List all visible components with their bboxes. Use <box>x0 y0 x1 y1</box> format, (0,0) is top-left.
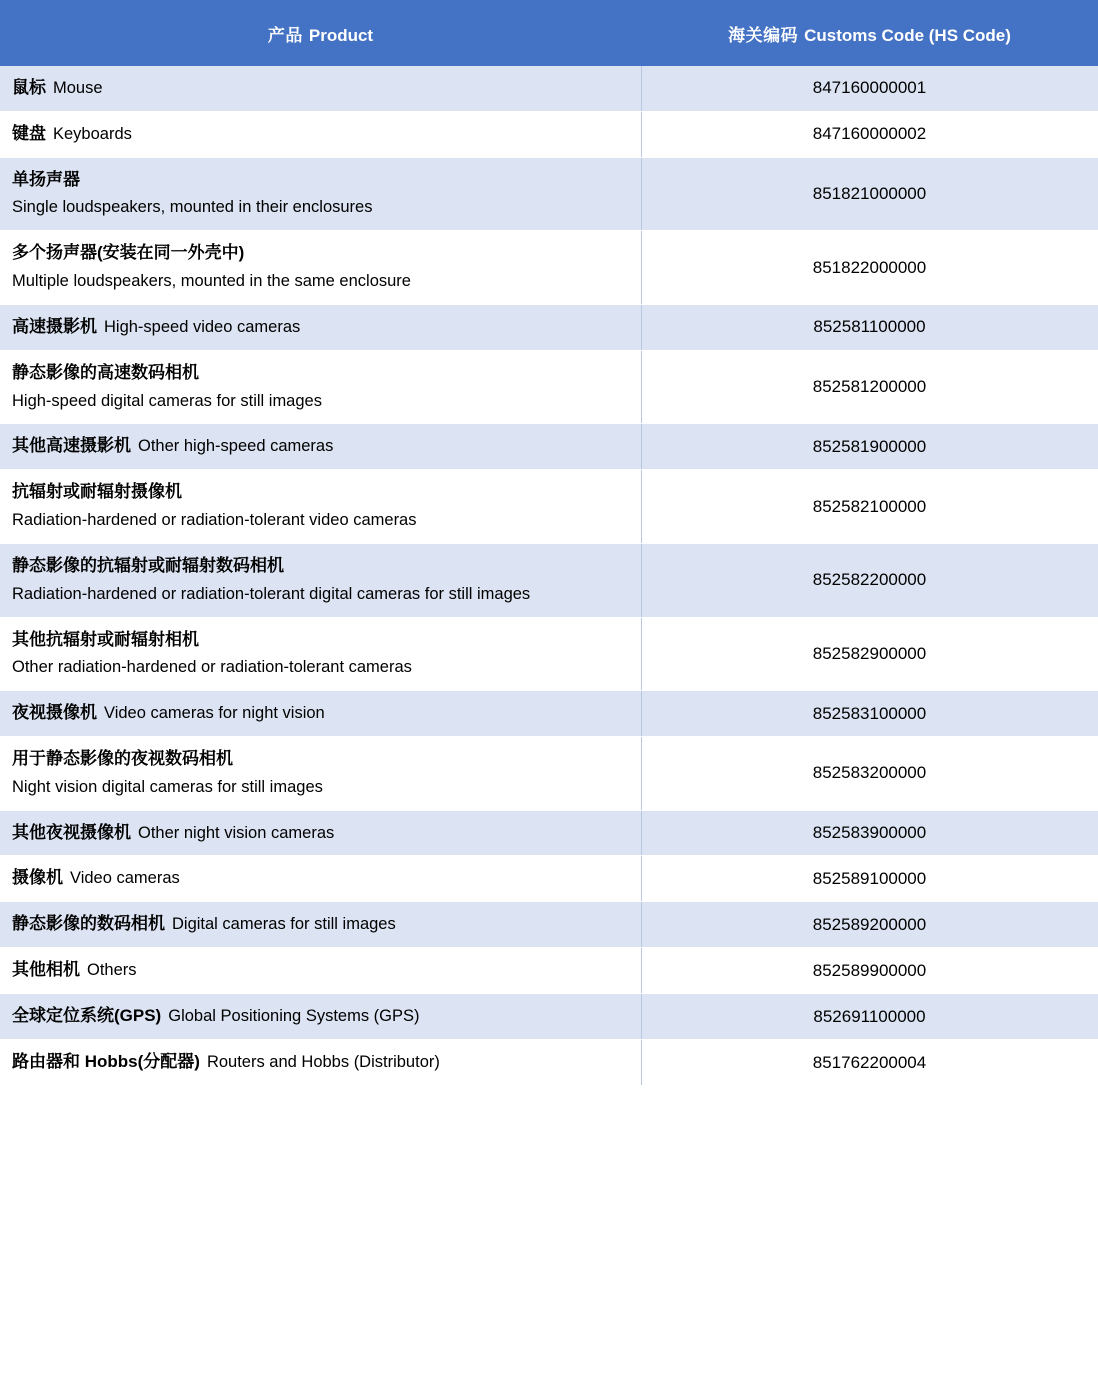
product-name-cn: 鼠标 <box>12 78 46 97</box>
table-row <box>0 810 1098 856</box>
table-row <box>0 948 1098 994</box>
product-name-cn: 高速摄影机 <box>12 316 97 336</box>
cell-customs-code: 847160000001 <box>641 66 1098 111</box>
product-name-cn: 键盘 <box>12 123 46 143</box>
table-row <box>0 902 1098 948</box>
table-row <box>0 856 1098 902</box>
product-name-cn: 静态影像的数码相机 <box>12 914 165 934</box>
table-row <box>0 66 1098 111</box>
column-header-product <box>0 0 641 66</box>
product-name-en: Others <box>87 961 137 980</box>
cell-customs-code: 852589900000 <box>641 948 1098 994</box>
cell-product <box>0 543 641 617</box>
cell-product <box>0 617 641 691</box>
product-name-en: Video cameras for night vision <box>104 704 325 723</box>
product-name-en: High-speed video cameras <box>104 317 301 336</box>
column-header-product-en: Product <box>308 25 374 45</box>
product-name-en: Other high-speed cameras <box>138 437 334 456</box>
cell-product <box>0 691 641 737</box>
product-name-en: Radiation-hardened or radiation-tolerant video cameras <box>12 511 417 530</box>
table-row <box>0 691 1098 737</box>
column-header-customs-code-en: Customs Code (HS Code) <box>804 25 1011 45</box>
cell-customs-code: 852589200000 <box>641 902 1098 948</box>
product-name-en: Mouse <box>53 79 103 97</box>
product-name-cn: 静态影像的抗辐射或耐辐射数码相机 <box>12 555 284 575</box>
product-name-cn: 用于静态影像的夜视数码相机 <box>12 748 233 768</box>
product-name-cn: 其他相机 <box>12 960 80 980</box>
table-row <box>0 736 1098 810</box>
cell-customs-code: 852583900000 <box>641 810 1098 856</box>
product-name-cn: 夜视摄像机 <box>12 703 97 723</box>
cell-customs-code: 852581900000 <box>641 424 1098 470</box>
table-row <box>0 543 1098 617</box>
product-name-cn: 其他高速摄影机 <box>12 436 131 456</box>
cell-customs-code: 852581200000 <box>641 350 1098 424</box>
cell-customs-code: 852691100000 <box>641 994 1098 1040</box>
product-name-en: Other night vision cameras <box>138 823 335 842</box>
cell-product <box>0 304 641 350</box>
product-name-en: Multiple loudspeakers, mounted in the same enclosure <box>12 272 411 291</box>
product-name-cn: 单扬声器 <box>12 169 80 189</box>
cell-customs-code: 847160000002 <box>641 111 1098 157</box>
product-name-cn: 摄像机 <box>12 868 63 888</box>
table-row <box>0 231 1098 305</box>
product-name-en: Single loudspeakers, mounted in their enclosures <box>12 198 373 217</box>
cell-product <box>0 902 641 948</box>
table-row <box>0 111 1098 157</box>
cell-product <box>0 736 641 810</box>
cell-product <box>0 856 641 902</box>
cell-customs-code: 851822000000 <box>641 231 1098 305</box>
cell-customs-code: 852583100000 <box>641 691 1098 737</box>
table-row <box>0 157 1098 231</box>
cell-customs-code: 852582200000 <box>641 543 1098 617</box>
table-header-row <box>0 0 1098 66</box>
product-name-en: High-speed digital cameras for still images <box>12 391 322 410</box>
column-header-product-cn: 产品 <box>267 25 303 45</box>
cell-product <box>0 350 641 424</box>
cell-product <box>0 157 641 231</box>
table-row <box>0 424 1098 470</box>
product-name-en: Keyboards <box>53 124 132 143</box>
cell-product <box>0 1040 641 1086</box>
cell-customs-code: 851762200004 <box>641 1040 1098 1086</box>
product-name-en: Video cameras <box>70 869 180 888</box>
product-name-cn: 多个扬声器(安装在同一外壳中) <box>12 243 245 263</box>
table-row <box>0 994 1098 1040</box>
cell-customs-code: 852581100000 <box>641 304 1098 350</box>
product-name-en: Digital cameras for still images <box>172 915 396 934</box>
column-header-customs-code <box>641 0 1098 66</box>
cell-customs-code: 852582100000 <box>641 470 1098 544</box>
product-name-cn: 全球定位系统(GPS) <box>12 1006 162 1026</box>
table-row <box>0 350 1098 424</box>
product-name-en: Radiation-hardened or radiation-tolerant digital cameras for still images <box>12 584 531 603</box>
product-name-cn: 路由器和 Hobbs(分配器) <box>12 1052 200 1072</box>
product-name-en: Other radiation-hardened or radiation-tolerant cameras <box>12 658 412 677</box>
cell-product <box>0 948 641 994</box>
cell-customs-code: 852589100000 <box>641 856 1098 902</box>
product-name-en: Global Positioning Systems (GPS) <box>168 1007 420 1026</box>
cell-customs-code: 852582900000 <box>641 617 1098 691</box>
table-header <box>0 0 1098 66</box>
table-row <box>0 470 1098 544</box>
table-row <box>0 304 1098 350</box>
column-header-customs-code-cn: 海关编码 <box>728 25 799 45</box>
cell-product <box>0 470 641 544</box>
product-name-en: Night vision digital cameras for still images <box>12 777 323 796</box>
cell-customs-code: 852583200000 <box>641 736 1098 810</box>
table-row <box>0 1040 1098 1086</box>
cell-product <box>0 424 641 470</box>
cell-customs-code: 851821000000 <box>641 157 1098 231</box>
cell-product <box>0 66 641 111</box>
product-name-cn: 其他夜视摄像机 <box>12 822 131 842</box>
cell-product <box>0 810 641 856</box>
table-body <box>0 66 1098 1086</box>
table-row <box>0 617 1098 691</box>
product-name-cn: 抗辐射或耐辐射摄像机 <box>12 482 182 502</box>
cell-product <box>0 994 641 1040</box>
product-name-cn: 其他抗辐射或耐辐射相机 <box>12 629 199 649</box>
product-name-en: Routers and Hobbs (Distributor) <box>206 1053 440 1072</box>
cell-product <box>0 231 641 305</box>
product-name-cn: 静态影像的高速数码相机 <box>12 362 199 382</box>
cell-product <box>0 111 641 157</box>
